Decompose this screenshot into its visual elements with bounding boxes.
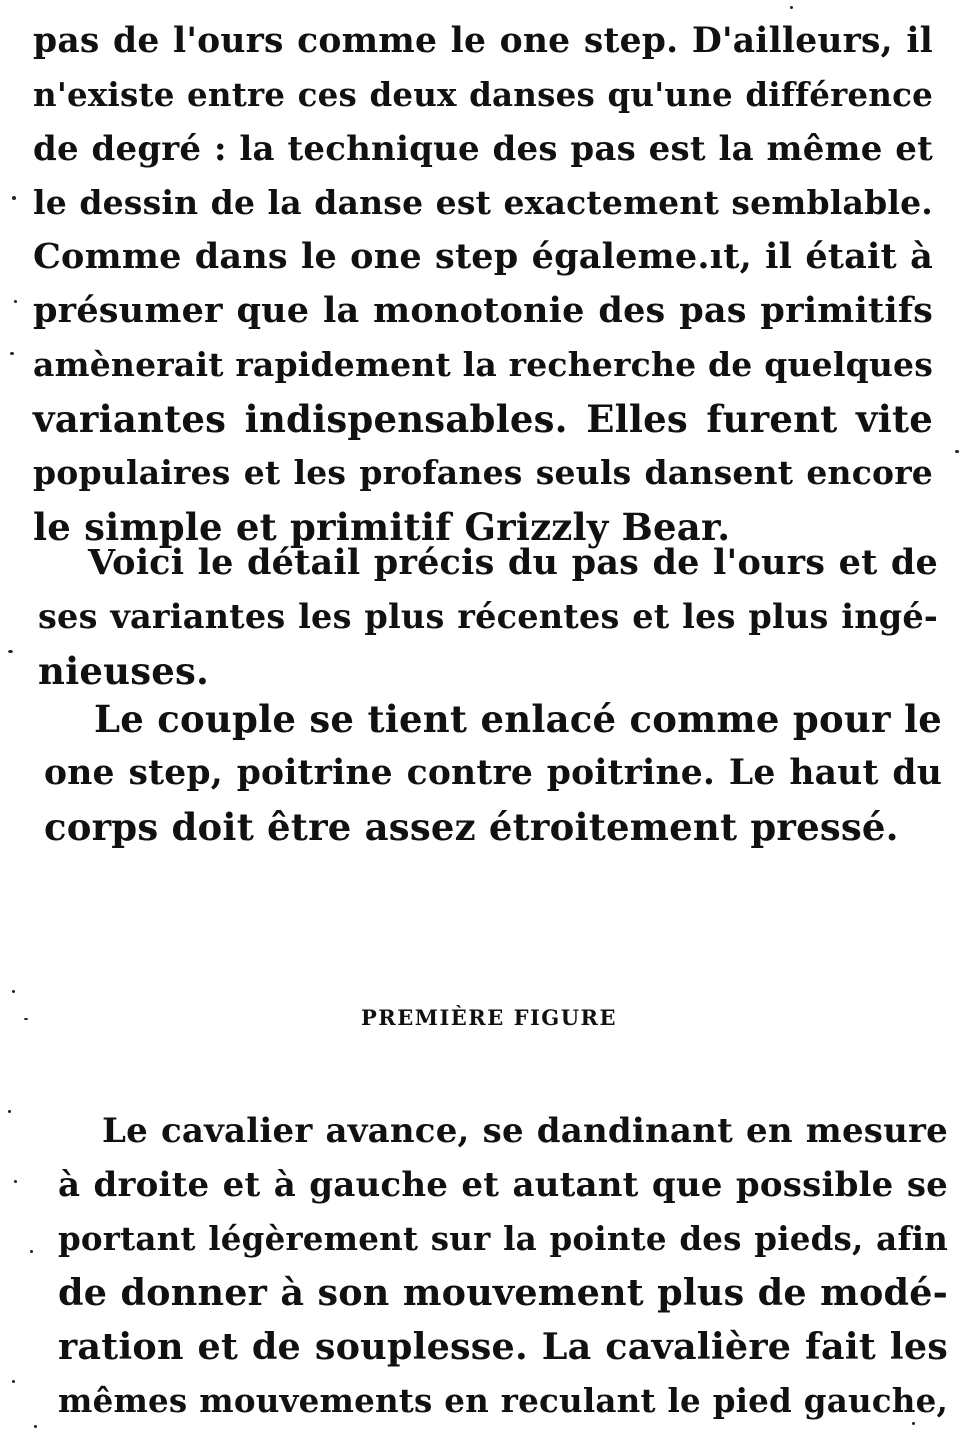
text-line: Le cavalier avance, se dandinant en mesure — [102, 1111, 948, 1151]
text-line: populaires et les profanes seuls dansent encore — [33, 453, 933, 492]
scan-speck — [10, 352, 14, 355]
scan-speck — [8, 650, 13, 653]
text-line: à droite et à gauche et autant que possible se — [58, 1165, 948, 1205]
figure-paragraph — [58, 1104, 948, 1428]
scan-speck — [790, 6, 793, 9]
text-line: n'existe entre ces deux danses qu'une différence — [33, 75, 933, 114]
scan-speck — [8, 1110, 11, 1113]
text-line: variantes indispensables. Elles furent vite — [33, 397, 933, 441]
scan-speck — [12, 990, 15, 993]
scan-speck — [34, 1425, 37, 1428]
text-line: de donner à son mouvement plus de modé- — [58, 1271, 948, 1314]
scan-speck — [912, 1422, 915, 1425]
text-line: présumer que la monotonie des pas primitifs — [33, 290, 933, 331]
scan-speck — [12, 196, 16, 200]
text-line: nieuses. — [38, 649, 210, 693]
section-heading: PREMIÈRE FIGURE — [360, 1005, 618, 1030]
text-line: pas de l'ours comme le one step. D'ailleurs, il — [33, 21, 933, 61]
scan-speck — [12, 1380, 15, 1383]
scan-speck — [14, 1180, 17, 1183]
text-line: ses variantes les plus récentes et les plus ingé- — [38, 597, 938, 636]
text-line: ration et de souplesse. La cavalière fait les — [58, 1325, 948, 1368]
text-line: portant légèrement sur la pointe des pieds, afin — [58, 1219, 948, 1258]
text-line: Le couple se tient enlacé comme pour le — [94, 697, 942, 741]
text-line: le dessin de la danse est exactement semblable. — [33, 183, 933, 222]
text-line: corps doit être assez étroitement pressé. — [44, 805, 899, 849]
text-line: de degré : la technique des pas est la même et — [33, 129, 933, 169]
text-line: le simple et primitif Grizzly Bear. — [33, 505, 731, 549]
text-line: one step, poitrine contre poitrine. Le haut du — [44, 753, 942, 793]
scan-speck — [24, 1018, 28, 1020]
text-line: amènerait rapidement la recherche de quelques — [33, 345, 934, 384]
scan-speck — [14, 300, 17, 303]
text-line: Voici le détail précis du pas de l'ours et de — [88, 542, 938, 583]
scan-speck — [955, 450, 959, 453]
paragraph-3 — [44, 692, 942, 854]
paragraph-1 — [33, 14, 933, 554]
scan-speck — [30, 1250, 33, 1253]
text-line: Comme dans le one step égaleme.ıt, il était à — [33, 236, 933, 277]
text-line: mêmes mouvements en reculant le pied gauche, — [58, 1381, 948, 1420]
paragraph-2 — [38, 536, 938, 698]
